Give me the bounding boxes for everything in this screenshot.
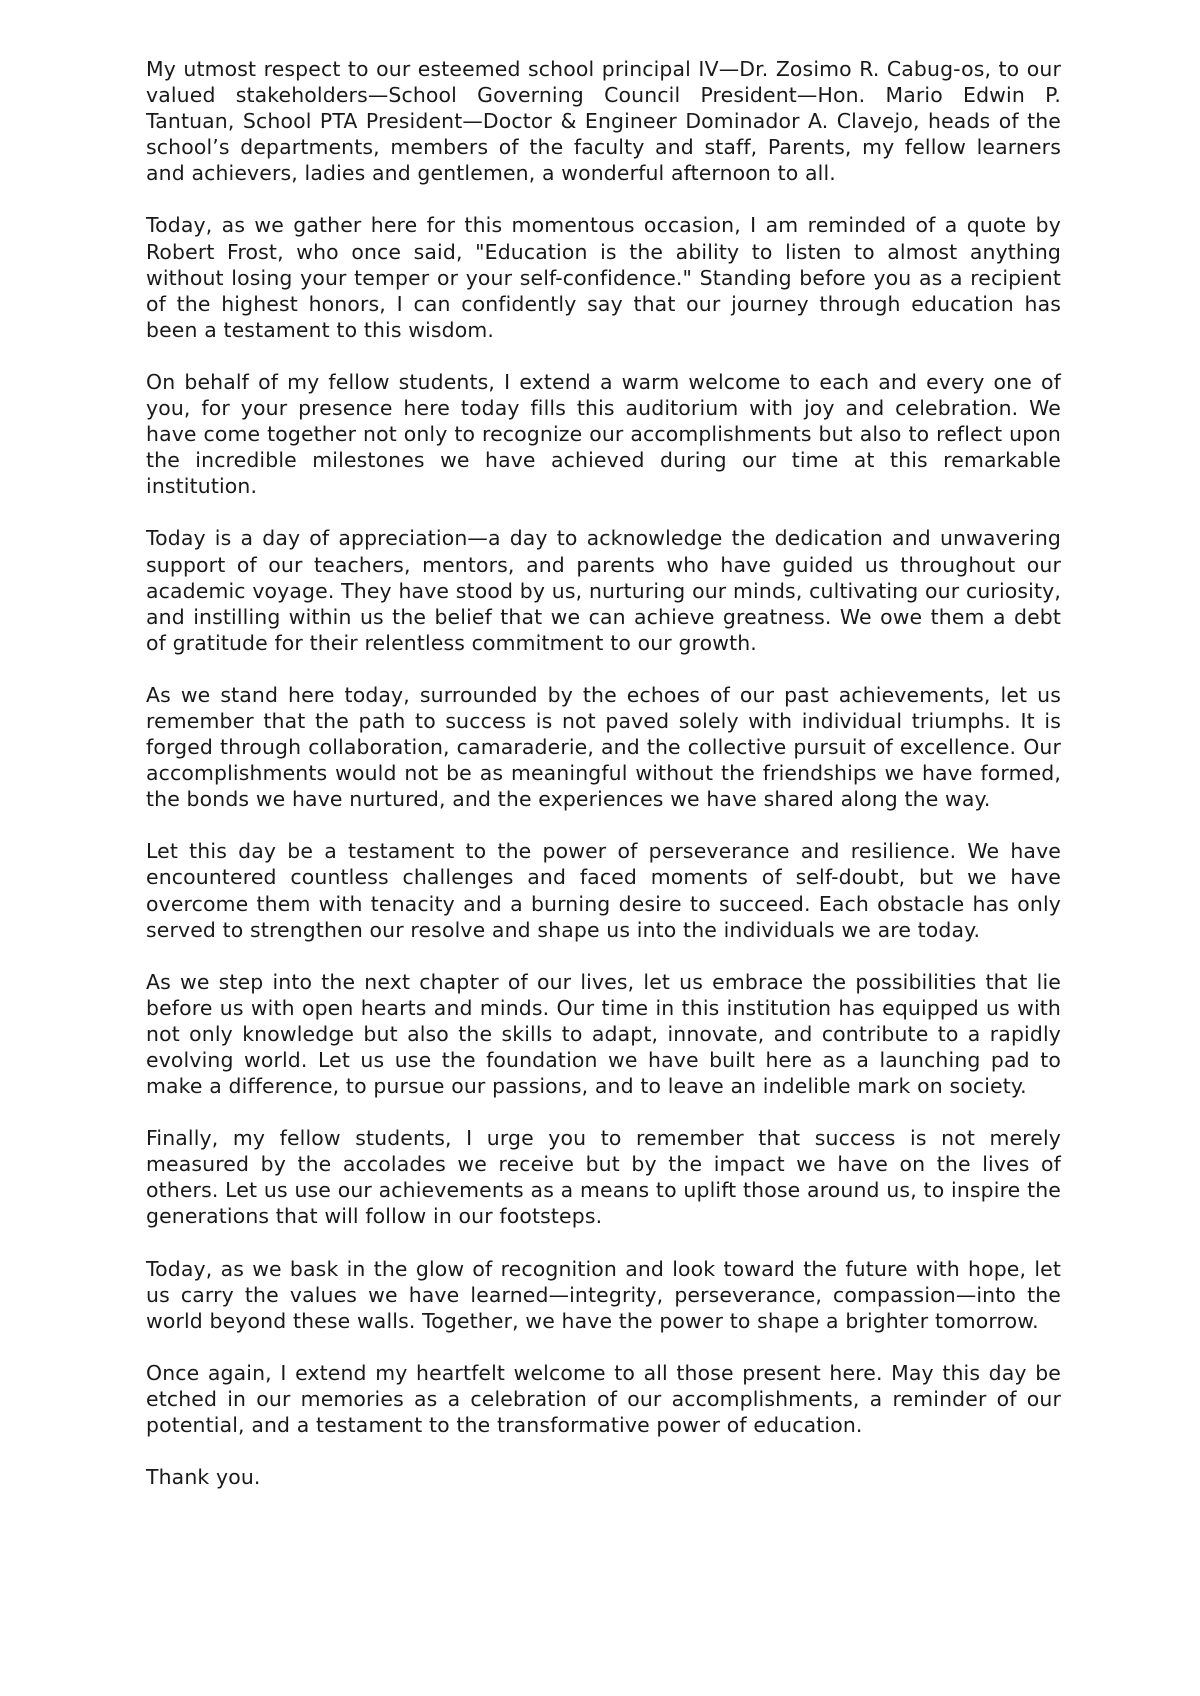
paragraph-salutation: My utmost respect to our esteemed school principal IV—Dr. Zosimo R. Cabug-os, to our valued stakeholders—School Governing Council President—Hon. Mario Edwin P. Tantuan, School PTA President—Doctor & Engineer Dominador A. Clavejo, heads of the school’s departments, members of the faculty and staff, Parents, my fellow learners and achievers, ladies and gentlemen, a wonderful afternoon to all. [146, 57, 1061, 186]
closing-line: Thank you. [146, 1465, 261, 1490]
paragraph-next-chapter: As we step into the next chapter of our lives, let us embrace the possibilities that lie before us with open hearts and minds. Our time in this institution has equipped us with not only knowledge but also the skills to adapt, innovate, and contribute to a rapidly evolving world. Let us use the foundation we have built here as a launching pad to make a difference, to pursue our passions, and to leave an indelible mark on society. [146, 969, 1061, 1099]
paragraph-collaboration: As we stand here today, surrounded by the echoes of our past achievements, let us remember that the path to success is not paved solely with individual triumphs. It is forged through collaboration, camaraderie, and the collective pursuit of excellence. Our accomplishments would not be as meaningful without the friendships we have formed, the bonds we have nurtured, and the experiences we have shared along the way. [146, 682, 1061, 812]
paragraph-robert-frost-quote: Today, as we gather here for this momentous occasion, I am reminded of a quote by Robert Frost, who once said, "Education is the ability to listen to almost anything without losing your temper or your self-confidence." Standing before you as a recipient of the highest honors, I can confidently say that our journey through education has been a testament to this wisdom. [146, 213, 1061, 342]
paragraph-hope: Today, as we bask in the glow of recognition and look toward the future with hope, let us carry the values we have learned—integrity, perseverance, compassion—into the world beyond these walls. Together, we have the power to shape a brighter tomorrow. [146, 1256, 1061, 1333]
paragraph-appreciation: Today is a day of appreciation—a day to acknowledge the dedication and unwavering support of our teachers, mentors, and parents who have guided us throughout our academic voyage. They have stood by us, nurturing our minds, cultivating our curiosity, and instilling within us the belief that we can achieve greatness. We owe them a debt of gratitude for their relentless commitment to our growth. [146, 526, 1061, 655]
paragraph-finally: Finally, my fellow students, I urge you to remember that success is not merely measured by the accolades we receive but by the impact we have on the lives of others. Let us use our achievements as a means to uplift those around us, to inspire the generations that will follow in our footsteps. [146, 1126, 1061, 1229]
paragraph-once-again: Once again, I extend my heartfelt welcome to all those present here. May this day be etched in our memories as a celebration of our accomplishments, a reminder of our potential, and a testament to the transformative power of education. [146, 1360, 1061, 1438]
paragraph-perseverance: Let this day be a testament to the power of perseverance and resilience. We have encountered countless challenges and faced moments of self-doubt, but we have overcome them with tenacity and a burning desire to succeed. Each obstacle has only served to strengthen our resolve and shape us into the individuals we are today. [146, 839, 1061, 942]
speech-document [146, 56, 1061, 1490]
paragraph-welcome: On behalf of my fellow students, I extend a warm welcome to each and every one of you, for your presence here today fills this auditorium with joy and celebration. We have come together not only to recognize our accomplishments but also to reflect upon the incredible milestones we have achieved during our time at this remarkable institution. [146, 369, 1061, 499]
